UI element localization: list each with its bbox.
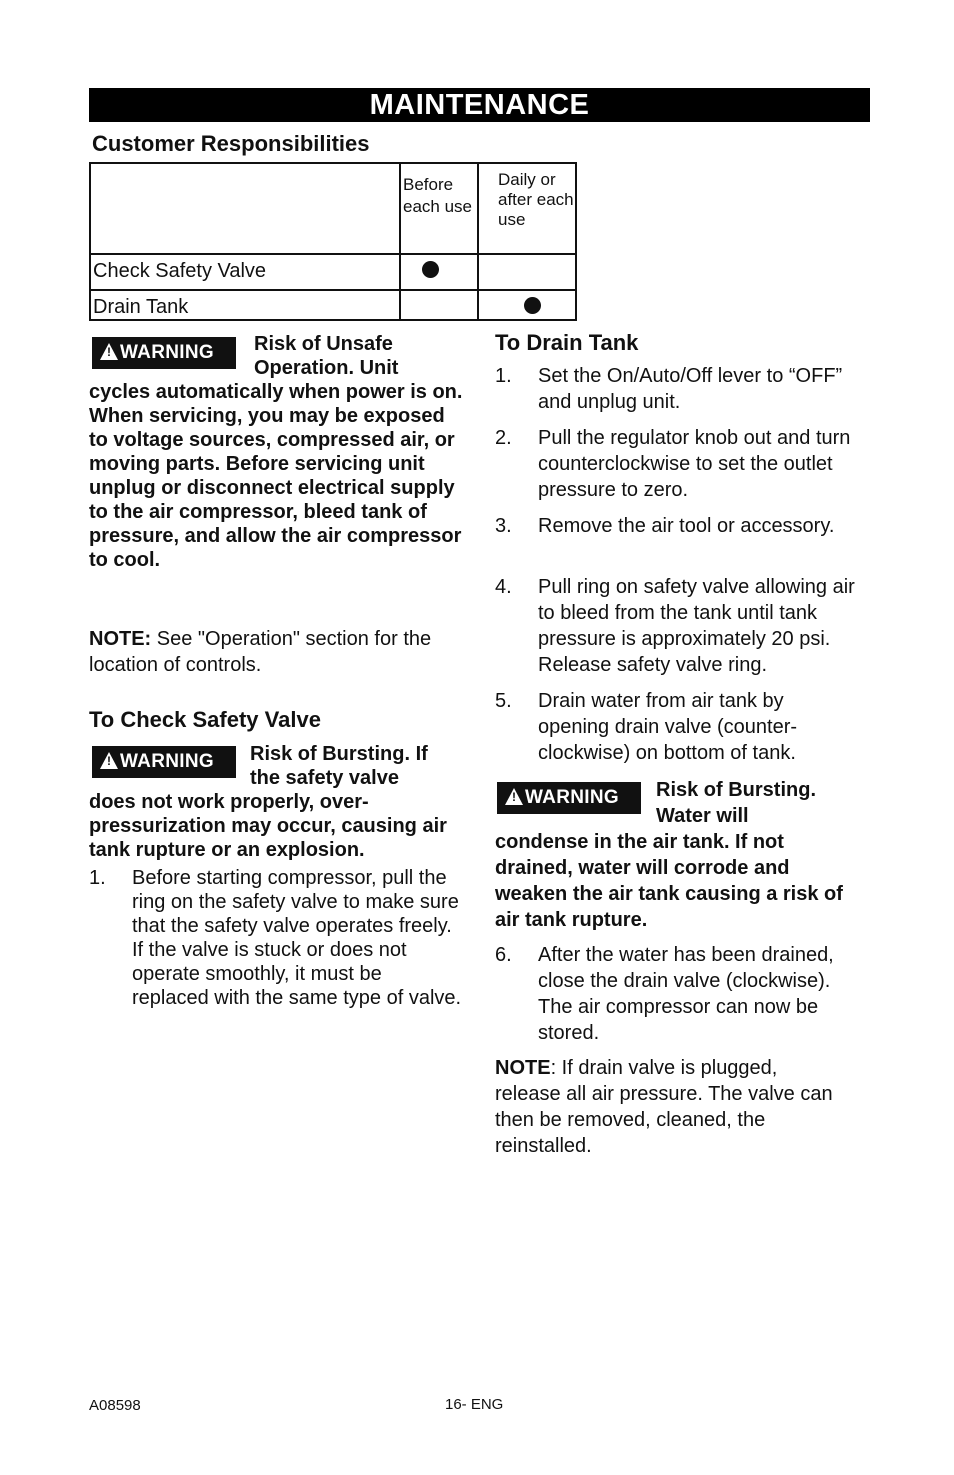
step-text: After the water has been drained, close the drain valve (clockwise). The air compressor can now be stored.: [538, 944, 834, 1044]
responsibility-table: [89, 162, 577, 321]
warning-triangle-icon: [100, 343, 118, 360]
warning-text-body: does not work properly, over-pressurization may occur, causing air tank rupture or an explosion.: [89, 791, 447, 861]
warning-triangle-icon: [505, 788, 523, 805]
page-number: 16- ENG: [445, 1396, 504, 1413]
warning-text-body: condense in the air tank. If not drained, water will corrode and weaken the air tank causing a risk of air tank rupture.: [495, 831, 843, 931]
table-divider: [91, 253, 575, 255]
warning-text-line: Water will: [656, 805, 749, 827]
column-header-daily: Daily or after each use: [498, 170, 574, 229]
row-label-check-safety-valve: Check Safety Valve: [93, 260, 267, 282]
warning-triangle-icon: [100, 752, 118, 769]
warning-text-line: Operation. Unit: [254, 357, 399, 379]
step-number: 3.: [495, 515, 512, 537]
step-text: Pull ring on safety valve allowing air to bleed from the tank until tank pressure is approximately 20 psi. Release safety valve ring.: [538, 576, 855, 676]
check-safety-valve-heading: To Check Safety Valve: [89, 707, 321, 732]
step-number: 2.: [495, 427, 512, 449]
step-text: Drain water from air tank by opening drain valve (counter-clockwise) on bottom of tank.: [538, 690, 798, 764]
step-text: Before starting compressor, pull the ring on the safety valve to make sure that the safety valve operates freely. If the valve is stuck or does not operate smoothly, it must be replaced with the same type of valve.: [132, 867, 462, 1009]
warning-text-line: Risk of Bursting. If: [250, 743, 428, 765]
warning-text-line: Risk of Unsafe: [254, 333, 393, 355]
customer-responsibilities-heading: Customer Responsibilities: [92, 131, 370, 156]
warning-text-line: Risk of Bursting.: [656, 779, 817, 801]
step-text: Pull the regulator knob out and turn counterclockwise to set the outlet pressure to zero.: [538, 427, 851, 501]
step-number: 6.: [495, 944, 512, 966]
step-text: Remove the air tool or accessory.: [538, 515, 835, 537]
step-number: 5.: [495, 690, 512, 712]
warning-text-line: the safety valve: [250, 767, 399, 789]
table-divider: [399, 164, 401, 319]
column-header-before-each-use: Before each use: [403, 175, 472, 216]
step-text: Set the On/Auto/Off lever to “OFF” and unplug unit.: [538, 365, 843, 413]
check-mark-dot: [524, 297, 541, 314]
row-label-drain-tank: Drain Tank: [93, 296, 189, 318]
table-divider: [477, 164, 479, 319]
warning-badge: !WARNING: [92, 337, 236, 369]
check-mark-dot: [422, 261, 439, 278]
warning-badge: !WARNING: [497, 782, 641, 814]
table-divider: [91, 289, 575, 291]
warning-badge: !WARNING: [92, 746, 236, 778]
step-number: 4.: [495, 576, 512, 598]
warning-text-body: cycles automatically when power is on. When servicing, you may be exposed to voltage sources, compressed air, or moving parts. Before servicing unit unplug or disconnect electrical supply to the air compressor, bleed tank of pressure, and allow the air compressor to cool.: [89, 381, 463, 571]
step-number: 1.: [495, 365, 512, 387]
note-operation: NOTE: See "Operation" section for the location of controls.: [89, 628, 432, 676]
document-code: A08598: [89, 1397, 141, 1414]
step-number: 1.: [89, 867, 106, 889]
drain-tank-heading: To Drain Tank: [495, 330, 639, 355]
section-banner: MAINTENANCE: [89, 88, 870, 122]
note-drain-valve: NOTE: If drain valve is plugged, release all air pressure. The valve can then be removed, cleaned, the reinstalled.: [495, 1057, 833, 1157]
